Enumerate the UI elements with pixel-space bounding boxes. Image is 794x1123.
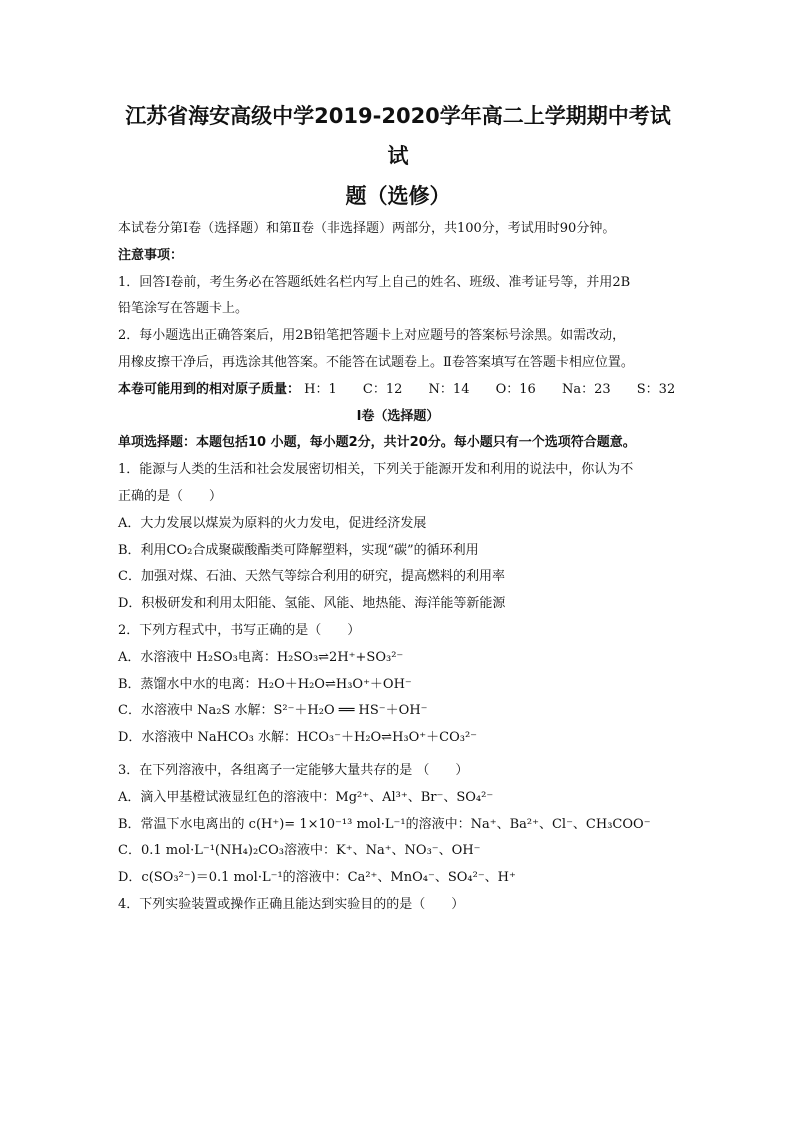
- question-2-option-b: B．蒸馏水中水的电离：H₂O＋H₂O⇌H₃O⁺＋OH⁻: [118, 676, 412, 692]
- question-3-stem: 3．在下列溶液中，各组离子一定能够大量共存的是 （ ）: [118, 762, 469, 778]
- question-3-option-a: A．滴入甲基橙试液显红色的溶液中：Mg²⁺、Al³⁺、Br⁻、SO₄²⁻: [118, 789, 494, 805]
- atomic-mass-o: O：16: [495, 381, 536, 397]
- question-1-stem-line-2: 正确的是（ ）: [118, 488, 223, 504]
- atomic-mass-c: C：12: [362, 381, 403, 397]
- question-2-option-c: C．水溶液中 Na₂S 水解：S²⁻＋H₂O ══ HS⁻＋OH⁻: [118, 703, 428, 719]
- question-2-option-a: A．水溶液中 H₂SO₃电离：H₂SO₃⇌2H⁺+SO₃²⁻: [118, 649, 404, 665]
- exam-intro: 本试卷分第Ⅰ卷（选择题）和第Ⅱ卷（非选择题）两部分，共100分，考试用时90分钟。: [118, 221, 616, 236]
- single-choice-heading: 单项选择题：本题包括10 小题，每小题2分，共计20分。每小题只有一个选项符合题意。: [118, 435, 636, 451]
- note-2-line-2: 用橡皮擦干净后，再选涂其他答案。不能答在试题卷上。Ⅱ卷答案填写在答题卡相应位置。: [118, 354, 634, 370]
- question-4: [118, 892, 678, 919]
- note-2-line-1: 2．每小题选出正确答案后，用2B铅笔把答题卡上对应题号的答案标号涂黑。如需改动，: [118, 328, 626, 344]
- atomic-mass-h: H：1: [304, 381, 337, 397]
- atomic-mass-n: N：14: [428, 381, 470, 397]
- notes-heading: 注意事项：: [118, 247, 184, 263]
- question-2-stem: 2．下列方程式中，书写正确的是（ ）: [118, 622, 361, 638]
- question-1: [118, 457, 678, 618]
- question-3-option-b: B．常温下水电离出的 c(H⁺)= 1×10⁻¹³ mol·L⁻¹的溶液中：Na⁺、Ba²⁺、Cl⁻、CH₃COO⁻: [118, 816, 651, 832]
- atomic-mass-line: [118, 377, 678, 404]
- note-1-line-2: 铅笔涂写在答题卡上。: [118, 301, 249, 317]
- question-3-option-c: C．0.1 mol·L⁻¹(NH₄)₂CO₃溶液中：K⁺、Na⁺、NO₃⁻、OH⁻: [118, 843, 481, 859]
- question-1-option-c: C．加强对煤、石油、天然气等综合利用的研究，提高燃料的利用率: [118, 569, 505, 585]
- part-1-heading: Ⅰ卷（选择题）: [356, 408, 440, 424]
- question-4-stem: 4．下列实验装置或操作正确且能达到实验目的的是（ ）: [118, 896, 465, 912]
- note-1-line-1: 1．回答Ⅰ卷前，考生务必在答题纸姓名栏内写上自己的姓名、班级、准考证号等，并用2B: [118, 274, 631, 290]
- exam-title: [118, 96, 678, 216]
- question-3-option-d: D．c(SO₃²⁻)＝0.1 mol·L⁻¹的溶液中：Ca²⁺、MnO₄⁻、SO₄²⁻、H⁺: [118, 870, 516, 886]
- question-1-option-d: D．积极研发和利用太阳能、氢能、风能、地热能、海洋能等新能源: [118, 596, 506, 612]
- question-3: [118, 758, 678, 892]
- atomic-mass-s: S：32: [636, 381, 676, 397]
- question-2-option-d: D．水溶液中 NaHCO₃ 水解：HCO₃⁻＋H₂O⇌H₃O⁺＋CO₃²⁻: [118, 730, 478, 746]
- question-1-stem-line-1: 1．能源与人类的生活和社会发展密切相关，下列关于能源开发和利用的说法中，你认为不: [118, 462, 634, 478]
- document-page: [118, 96, 678, 919]
- question-2: [118, 618, 678, 752]
- question-1-option-b: B．利用CO₂合成聚碳酸酯类可降解塑料，实现“碳”的循环利用: [118, 542, 479, 558]
- title-line-1: 江苏省海安高级中学2019-2020学年高二上学期期中考试试: [125, 104, 671, 168]
- title-line-2: 题（选修）: [345, 184, 451, 208]
- atomic-mass-na: Na：23: [561, 381, 611, 397]
- question-1-option-a: A．大力发展以煤炭为原料的火力发电，促进经济发展: [118, 515, 427, 531]
- atomic-mass-label: 本卷可能用到的相对原子质量：: [118, 381, 301, 397]
